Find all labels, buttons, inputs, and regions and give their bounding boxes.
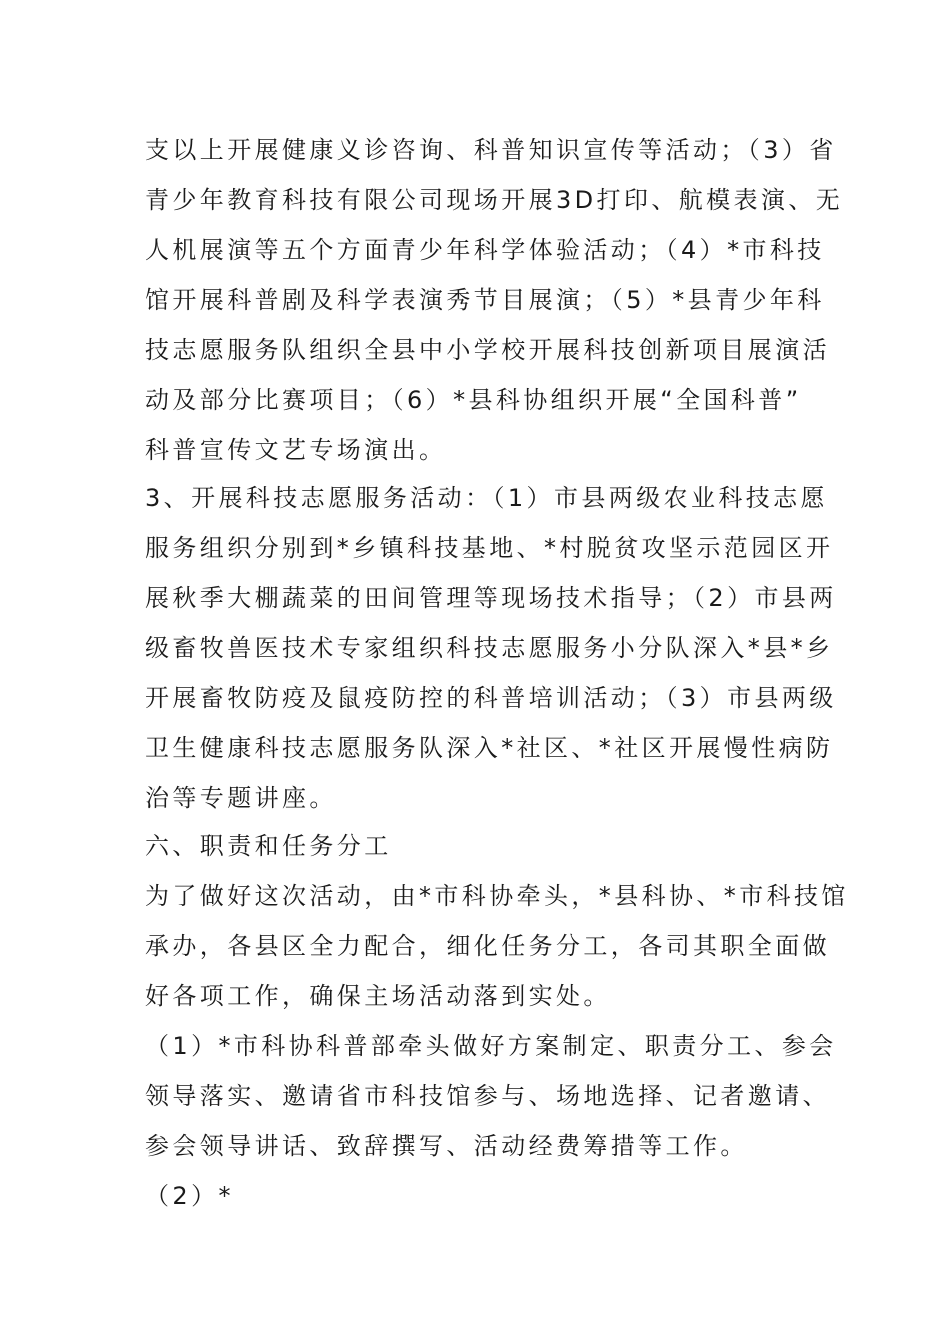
text-line: 承办，各县区全力配合，细化任务分工，各司其职全面做 (145, 932, 830, 960)
text-line: 人机展演等五个方面青少年科学体验活动；（4）*市科技 (145, 236, 825, 264)
text-line: 展秋季大棚蔬菜的田间管理等现场技术指导；（2）市县两 (145, 584, 837, 612)
text-line: 技志愿服务队组织全县中小学校开展科技创新项目展演活 (145, 336, 830, 364)
section-heading: 六、职责和任务分工 (145, 832, 392, 860)
text-line: 卫生健康科技志愿服务队深入*社区、*社区开展慢性病防 (145, 734, 834, 762)
text-line: 参会领导讲话、致辞撰写、活动经费筹措等工作。 (145, 1132, 748, 1160)
text-line: 为了做好这次活动，由*市科协牵头，*县科协、*市科技馆 (145, 882, 849, 910)
text-line: 领导落实、邀请省市科技馆参与、场地选择、记者邀请、 (145, 1082, 830, 1110)
text-line: 青少年教育科技有限公司现场开展3D打印、航模表演、无 (145, 186, 844, 214)
text-line: 开展畜牧防疫及鼠疫防控的科普培训活动；（3）市县两级 (145, 684, 837, 712)
text-line: 服务组织分别到*乡镇科技基地、*村脱贫攻坚示范园区开 (145, 534, 834, 562)
text-line: 治等专题讲座。 (145, 784, 337, 812)
text-line: 科普宣传文艺专场演出。 (145, 436, 447, 464)
text-line: 级畜牧兽医技术专家组织科技志愿服务小分队深入*县*乡 (145, 634, 834, 662)
text-line: 支以上开展健康义诊咨询、科普知识宣传等活动；（3）省 (145, 136, 837, 164)
text-line: 馆开展科普剧及科学表演秀节目展演；（5）*县青少年科 (145, 286, 825, 314)
text-line: 动及部分比赛项目；（6）*县科协组织开展“全国科普” (145, 386, 802, 414)
text-line: 好各项工作，确保主场活动落到实处。 (145, 982, 611, 1010)
text-line: （1）*市科协科普部牵头做好方案制定、职责分工、参会 (145, 1032, 837, 1060)
text-line: 3、开展科技志愿服务活动：（1）市县两级农业科技志愿 (145, 484, 828, 512)
text-line: （2）* (145, 1182, 234, 1210)
